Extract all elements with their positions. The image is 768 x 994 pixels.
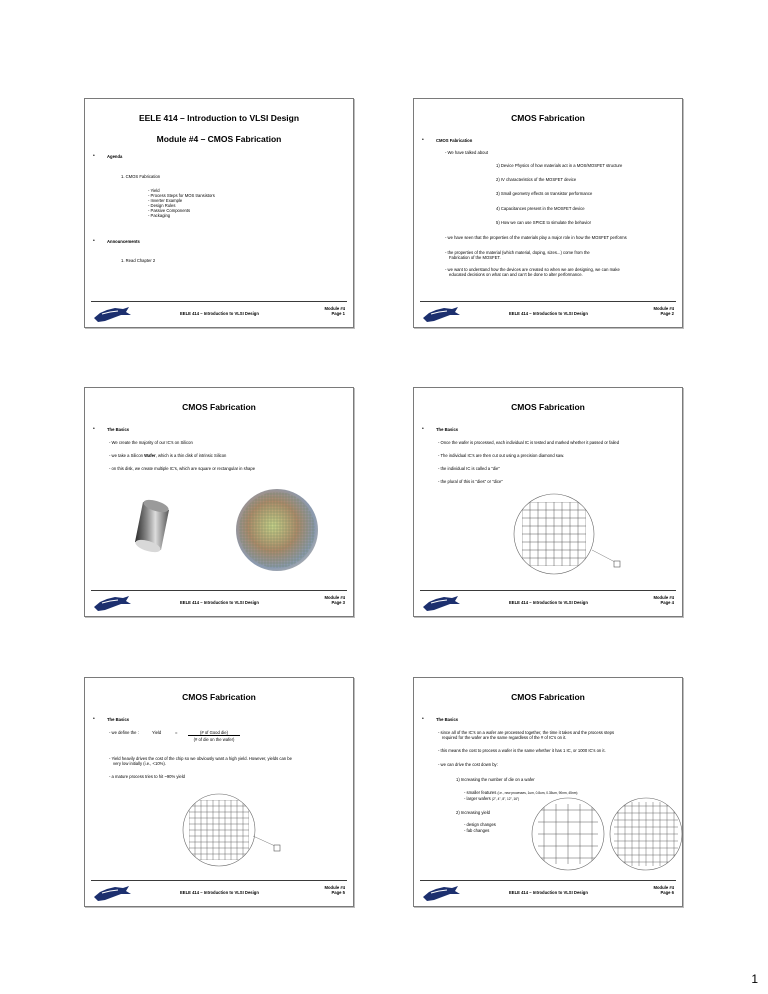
paragraph-2-line-1: - the properties of the material (which material, doping, sizes...) come from the (445, 250, 590, 255)
paragraph-2: - a mature process tries to hit ~90% yield (109, 774, 185, 779)
intro-text: - We have talked about (445, 150, 488, 155)
footer-module: Module #4 Page 4 (653, 595, 674, 606)
talked-item-4: 4) Capacitances present in the MOSFET device (496, 206, 585, 211)
sheet-page-number: 1 (751, 972, 758, 986)
bobcat-logo-icon (422, 883, 462, 903)
footer-module: Module #4 Page 1 (324, 306, 345, 317)
bullet: • (93, 716, 95, 722)
section-heading: The Basics (107, 427, 130, 432)
line-1: - Once the wafer is processed, each individual IC is tested and marked whether it passed or failed (438, 440, 620, 445)
slide-subtitle: Module #4 – CMOS Fabrication (156, 134, 282, 144)
announcements-heading: Announcements (107, 239, 140, 244)
wafer-die-grid-diagram (512, 492, 596, 576)
footer-module: Module #4 Page 6 (653, 885, 674, 896)
talked-item-1: 1) Device Physics of how materials act in a MOS/MOSFET structure (496, 163, 623, 168)
slide-title: CMOS Fabrication (182, 692, 256, 702)
footer-module: Module #4 Page 5 (324, 885, 345, 896)
agenda-sub-4: - Passive Components (148, 208, 191, 213)
talked-item-2: 2) IV characteristics of the MOSFET device (496, 177, 577, 182)
agenda-sub-3: - Design Rules (148, 203, 176, 208)
agenda-sub-2: - Inverter Example (148, 198, 183, 203)
paragraph-1-line-1: - since all of the IC's on a wafer are processed together, the time it takes and the process steps (438, 730, 615, 735)
paragraph-1-line-2: required for the wafer are the same regardless of the # of IC's on it. (442, 735, 567, 740)
bullet: • (93, 153, 95, 159)
bobcat-logo-icon (93, 304, 133, 324)
slide-title: CMOS Fabrication (511, 692, 585, 702)
line-2: - we take a Silicon Wafer, which is a thin disk of intrinsic Silicon (109, 453, 227, 458)
line-3: - on this disk, we create multiple IC's, which are square or rectangular in shape (109, 466, 256, 471)
section-heading: The Basics (436, 717, 459, 722)
agenda-item: 1. CMOS Fabrication (121, 174, 161, 179)
line-2: - The individual IC's are then cut out using a precision diamond saw. (438, 453, 565, 458)
announcement-item: 1. Read Chapter 2 (121, 258, 156, 263)
slide-footer (85, 301, 353, 327)
paragraph-2-line-2: Fabrication of the MOSFET. (449, 255, 501, 260)
paragraph-1: - we have seen that the properties of the materials play a major role in how the MOSFET performs (445, 235, 627, 240)
yield-denominator: (# of die on the wafer) (193, 737, 235, 742)
line-4: - the plural of this is "dies" or "dice" (438, 479, 503, 484)
yield-label: Yield (152, 730, 162, 735)
silicon-wafer-image (235, 488, 319, 572)
slide-title: CMOS Fabrication (511, 113, 585, 123)
footer-course: EELE 414 – Introduction to VLSI Design (180, 311, 259, 316)
slide-6 (413, 677, 683, 907)
paragraph-1-line-1: - Yield heavily drives the cost of the chip so we obviously want a high yield. However, yields can be (109, 756, 292, 761)
wafer-small-die-diagram (608, 796, 684, 872)
slide-footer (414, 880, 682, 906)
paragraph-3-line-1: - we want to understand how the devices are created so when we are designing, we can make (445, 267, 620, 272)
item-2-sub-2: - fab changes (464, 828, 490, 833)
single-die-callout (253, 834, 283, 854)
slide-1 (84, 98, 354, 328)
section-heading: CMOS Fabrication (436, 138, 473, 143)
slide-3 (84, 387, 354, 617)
bobcat-logo-icon (93, 883, 133, 903)
paragraph-3-line-2: educated decisions on what can and can't be done to alter performance. (449, 272, 583, 277)
footer-module: Module #4 Page 2 (653, 306, 674, 317)
talked-item-3: 3) Small geometry effects on transistor performance (496, 191, 593, 196)
single-die-callout (592, 548, 622, 570)
slide-footer (85, 880, 353, 906)
footer-course: EELE 414 – Introduction to VLSI Design (180, 600, 259, 605)
line-1: - We create the majority of our IC's on Silicon (109, 440, 193, 445)
bullet: • (422, 137, 424, 143)
slide-footer (414, 590, 682, 616)
section-heading: The Basics (107, 717, 130, 722)
bullet: • (422, 426, 424, 432)
paragraph-1-line-2: very low initially (i.e., <10%). (113, 761, 166, 766)
line-3: - the individual IC is called a "die" (438, 466, 500, 471)
slide-title: CMOS Fabrication (511, 402, 585, 412)
yield-numerator: (# of Good die) (188, 730, 240, 736)
item-2-sub-1: - design changes (464, 822, 496, 827)
footer-module: Module #4 Page 3 (324, 595, 345, 606)
wafer-die-grid-diagram (181, 792, 257, 868)
talked-item-5: 5) How we can use SPICE to simulate the behavior (496, 220, 591, 225)
slide-title: CMOS Fabrication (182, 402, 256, 412)
footer-course: EELE 414 – Introduction to VLSI Design (180, 890, 259, 895)
define-text: - we define the : (109, 730, 139, 735)
bobcat-logo-icon (422, 593, 462, 613)
slide-footer (85, 590, 353, 616)
agenda-heading: Agenda (107, 154, 123, 159)
wafer-large-die-diagram (530, 796, 606, 872)
paragraph-3: - we can drive the cost down by: (438, 762, 498, 767)
section-heading: The Basics (436, 427, 459, 432)
equals-sign: = (175, 730, 178, 735)
footer-course: EELE 414 – Introduction to VLSI Design (509, 311, 588, 316)
item-1: 1) Increasing the number of die on a wafer (456, 777, 535, 782)
slide-title: EELE 414 – Introduction to VLSI Design (138, 113, 300, 123)
agenda-sub-5: - Packaging (148, 213, 171, 218)
item-2: 2) Increasing yield (456, 810, 490, 815)
footer-course: EELE 414 – Introduction to VLSI Design (509, 600, 588, 605)
item-1-sub-1: - smaller features (i.e., new processes, 1um, 0.8um, 0.35um, 90nm, 45nm) (464, 790, 578, 795)
silicon-ingot-image (129, 498, 177, 556)
slide-4 (413, 387, 683, 617)
agenda-sub-1: - Process Steps for MOS transistors (148, 193, 215, 198)
bobcat-logo-icon (422, 304, 462, 324)
slide-footer (414, 301, 682, 327)
slide-5 (84, 677, 354, 907)
bullet: • (93, 238, 95, 244)
bullet: • (422, 716, 424, 722)
slide-2 (413, 98, 683, 328)
bobcat-logo-icon (93, 593, 133, 613)
agenda-sub-0: - Yield (148, 188, 160, 193)
bullet: • (93, 426, 95, 432)
paragraph-2: - this means the cost to process a wafer is the same whether it has 1 IC, or 1000 IC's on it. (438, 748, 606, 753)
footer-course: EELE 414 – Introduction to VLSI Design (509, 890, 588, 895)
item-1-sub-2: - larger wafers (2", 4", 8", 12", 16") (464, 796, 520, 801)
